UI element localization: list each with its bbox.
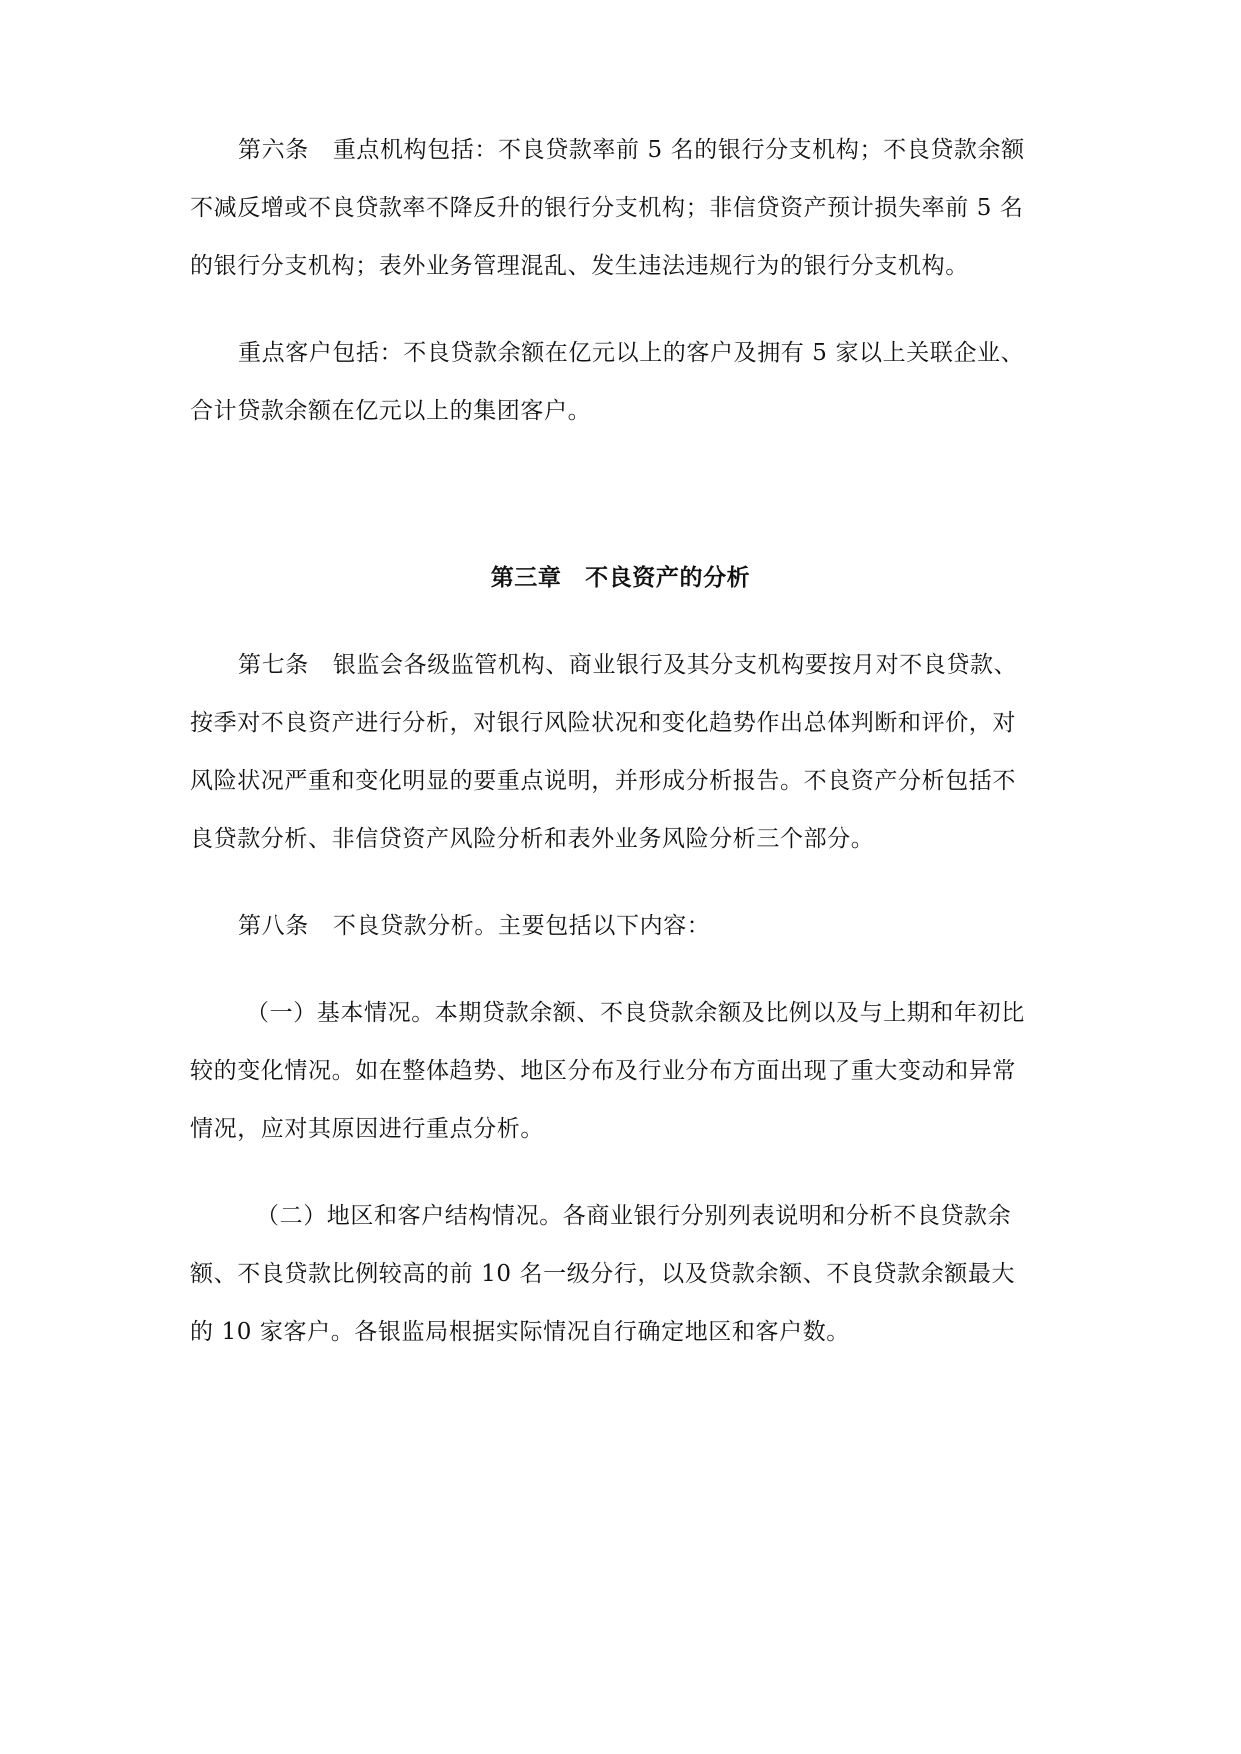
article-6-line-2: 不减反增或不良贷款率不降反升的银行分支机构；非信贷资产预计损失率前 5 名 [190, 195, 1024, 221]
article-7-label: 第七条 [238, 652, 309, 678]
article-7-text: 银监会各级监管机构、商业银行及其分支机构要按月对不良贷款、 [332, 652, 1018, 678]
article-6-line-3: 的银行分支机构；表外业务管理混乱、发生违法违规行为的银行分支机构。 [190, 253, 969, 279]
article-7-line-1 [238, 650, 1017, 680]
article-6-label: 第六条 [238, 137, 309, 163]
article-8-line-1 [238, 911, 710, 941]
article-7-line-4: 良贷款分析、非信贷资产风险分析和表外业务风险分析三个部分。 [190, 826, 875, 852]
article-8-text: 不良贷款分析。主要包括以下内容： [332, 913, 711, 939]
item-2-line-1: （二）地区和客户结构情况。各商业银行分别列表说明和分析不良贷款余 [256, 1203, 1012, 1229]
item-1-line-3: 情况，应对其原因进行重点分析。 [190, 1116, 544, 1142]
key-clients-line-1: 重点客户包括：不良贷款余额在亿元以上的客户及拥有 5 家以上关联企业、 [238, 340, 1025, 366]
item-2-line-3: 的 10 家客户。各银监局根据实际情况自行确定地区和客户数。 [190, 1319, 850, 1345]
key-clients-line-2: 合计贷款余额在亿元以上的集团客户。 [190, 398, 592, 424]
article-7-line-3: 风险状况严重和变化明显的要重点说明，并形成分析报告。不良资产分析包括不 [190, 768, 1016, 794]
item-2-line-2: 额、不良贷款比例较高的前 10 名一级分行，以及贷款余额、不良贷款余额最大 [190, 1261, 1016, 1287]
article-6-line-1 [238, 135, 1025, 165]
chapter-heading: 第三章 不良资产的分析 [490, 564, 751, 591]
article-8-label: 第八条 [238, 913, 309, 939]
article-6-text: 重点机构包括：不良贷款率前 5 名的银行分支机构；不良贷款余额 [332, 137, 1025, 163]
article-7-line-2: 按季对不良资产进行分析，对银行风险状况和变化趋势作出总体判断和评价，对 [190, 710, 1016, 736]
item-1-line-2: 较的变化情况。如在整体趋势、地区分布及行业分布方面出现了重大变动和异常 [190, 1058, 1016, 1084]
item-1-line-1: （一）基本情况。本期贷款余额、不良贷款余额及比例以及与上期和年初比 [246, 1000, 1025, 1026]
